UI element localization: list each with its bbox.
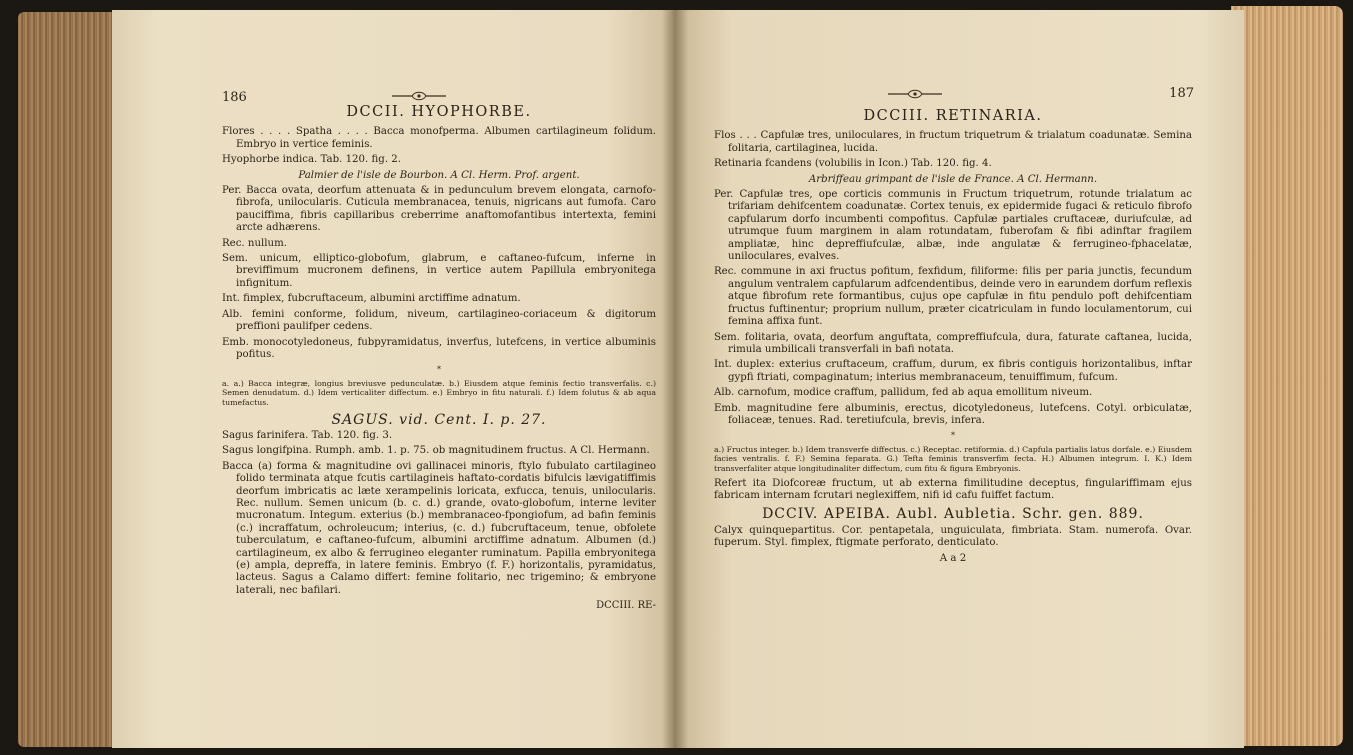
- paragraph: Per. Capfulæ tres, ope corticis communis in Fructum triquetrum, rotunde trialatum ac trifariam dehifcentem coadunatæ. Cortex tenuis, ex epidermide fugaci & reticulo fibrofo capfularum dorfo incumbenti compofitus. Capfulæ partiales cruftaceæ, duriufculæ, ad utrumque fuum marginem in alam rotundatam, fuberofam & fibi adinftar fragilem ampliatæ, hinc depreffiufculæ, albæ, inde angulatæ & ferrugineo-fphacelatæ, uniloculares, evalves.: [714, 189, 1192, 263]
- left-page-text: [222, 84, 656, 613]
- paragraph: Emb. monocotyledoneus, fubpyramidatus, inverfus, lutefcens, in vertice albuminis pofitus.: [222, 336, 656, 360]
- right-page-text: [714, 88, 1192, 565]
- paragraph: Sem. folitaria, ovata, deorfum anguftata, compreffiufcula, dura, faturate caftanea, lucida, rimula umbilicali transverfali in bafi notata.: [714, 331, 1192, 355]
- paragraph: Per. Bacca ovata, deorfum attenuata & in pedunculum brevem elongata, carnofo-fibrofa, unilocularis. Cuticula membranacea, tenuis, nigricans aut fumofa. Caro pauciffima, fibris capillaribus creberrime anaftomofantibus intertexta, femini arcte adhærens.: [222, 185, 656, 234]
- section-title-apeiba: DCCIV. APEIBA. Aubl. Aubletia. Schr. gen. 889.: [762, 506, 1144, 523]
- signature-mark: A a 2: [939, 552, 967, 564]
- book-edge-left: [18, 12, 120, 747]
- paragraph: Int. duplex: exterius cruftaceum, craffum, durum, ex fibris contiguis horizontalibus, inftar gypfi ftriati, compaginatum; interius membranaceum, tenuiffimum, fufcum.: [714, 359, 1192, 383]
- paragraph: Sagus farinifera. Tab. 120. fig. 3.: [222, 429, 393, 441]
- section-title-hyophorbe: DCCII. HYOPHORBE.: [346, 104, 532, 120]
- paragraph: Calyx quinquepartitus. Cor. pentapetala, unguiculata, fimbriata. Stam. numerofa. Ovar. fuperum. Styl. fimplex, ftigmate perforato, denticulato.: [714, 524, 1192, 549]
- page-number-left: 186: [222, 90, 247, 105]
- paragraph: Rec. nullum.: [222, 237, 287, 249]
- paragraph: Int. fimplex, fubcruftaceum, albumini arctiffime adnatum.: [222, 293, 521, 305]
- paragraph: Flos . . . Capfulæ tres, uniloculares, in fructum triquetrum & trialatum coadunatæ. Semina folitaria, cartilaginea, lucida.: [714, 130, 1192, 154]
- paragraph: Flores . . . . Spatha . . . . Bacca monofperma. Albumen cartilagineum folidum. Embryo in vertice feminis.: [222, 126, 656, 150]
- separator-star: *: [437, 365, 441, 375]
- paragraph: Sagus longifpina. Rumph. amb. 1. p. 75. ob magnitudinem fructus. A Cl. Hermann.: [222, 445, 650, 457]
- paragraph: Palmier de l'isle de Bourbon. A Cl. Herm. Prof. argent.: [298, 169, 580, 181]
- paragraph: Hyophorbe indica. Tab. 120. fig. 2.: [222, 154, 402, 166]
- paragraph: Rec. commune in axi fructus pofitum, fexfidum, filiforme: filis per paria junctis, fecundum angulum ventralem capfularum adfcendentibus, deinde vero in earundem dorfum reflexis atque fibrofum rete formantibus, cujus ope capfulæ in fitu pendulo poft dehifcentiam fructus fuftinentur; proprium nullum, præter cicatriculam in fundo loculamentorum, cui femina affixa funt.: [714, 266, 1192, 328]
- paragraph: Bacca (a) forma & magnitudine ovi gallinacei minoris, ftylo fubulato cartilagineo folido terminata atque fcutis cartilagineis haftato-cordatis bifulcis lævigatiffimis deorfum imbricatis ac læte xerampelinis loricata, exfucca, tenuis, unilocularis. Rec. nullum. Semen unicum (b. c. d.) grande, ovato-globofum, interne leviter mucronatum. Integum. exterius (b.) membranaceo-fpongiofum, ad bafin feminis (c.) incraffatum, ochroleucum; interius, (c. d.) fubcruftaceum, tenue, obfolete tuberculatum, e caftaneo-fufcum, albumini arctiffime adnatum. Albumen (d.) cartilagineum, ex albo & ferrugineo eleganter ruminatum. Papilla embryonitega (e) ampla, depreffa, in latere feminis. Embryo (f. F.) horizontalis, pyramidatus, lacteus. Sagus a Calamo differt: femine folitario, nec trigemino; & embryone laterali, nec bafilari.: [222, 460, 656, 596]
- right-page: [674, 10, 1244, 748]
- page-number-right: 187: [1169, 86, 1194, 101]
- separator-star: *: [951, 431, 955, 441]
- section-title-retinaria: DCCIII. RETINARIA.: [863, 108, 1043, 124]
- paragraph: Sem. unicum, elliptico-globofum, glabrum, e caftaneo-fufcum, inferne in breviffimum mucronem definens, in vertice autem Papillula embryonitega infignitum.: [222, 253, 656, 289]
- book-gutter: [662, 10, 688, 748]
- paragraph: Alb. femini conforme, folidum, niveum, cartilagineo-coriaceum & digitorum preffioni paulifper cedens.: [222, 308, 656, 333]
- left-page: [112, 10, 674, 748]
- book-edge-right: [1231, 6, 1343, 746]
- paragraph: Arbriffeau grimpant de l'isle de France. A Cl. Hermann.: [808, 173, 1098, 185]
- figure-notes: a. a.) Bacca integræ, longius breviusve pedunculatæ. b.) Eiusdem atque feminis fectio transverfalis. c.) Semen denudatum. d.) Idem verticaliter diffectum. e.) Embryo in fitu naturali. f.) Idem folutus & ab aqua tumefactus.: [222, 378, 656, 407]
- paragraph: Alb. carnofum, modice craffum, pallidum, fed ab aqua emollitum niveum.: [714, 387, 1093, 399]
- paragraph: Refert ita Diofcoreæ fructum, ut ab externa fimilitudine deceptus, fingulariffimam ejus fabricam internam fcrutari neglexiffem, nifi id cafu fuiffet factum.: [714, 477, 1192, 501]
- paragraph: Retinaria fcandens (volubilis in Icon.) Tab. 120. fig. 4.: [714, 158, 992, 170]
- section-title-sagus: SAGUS. vid. Cent. I. p. 27.: [331, 411, 547, 428]
- figure-notes: a.) Fructus integer. b.) Idem transverfe diffectus. c.) Receptac. retiformia. d.) Capfula partialis latus dorfale. e.) Eiusdem facies ventralis. f. F.) Semina feparata. G.) Tefta feminis transverfim fecta. H.) Albumen integrum. I. K.) Idem transverfaliter atque longitudinaliter diffectum, cum fitu & figura Embryonis.: [714, 444, 1192, 473]
- paragraph: Emb. magnitudine fere albuminis, erectus, dicotyledoneus, lutefcens. Cotyl. orbiculatæ, foliaceæ, tenues. Rad. teretiufcula, brevis, infera.: [714, 402, 1192, 426]
- catchword: DCCIII. RE-: [596, 600, 656, 612]
